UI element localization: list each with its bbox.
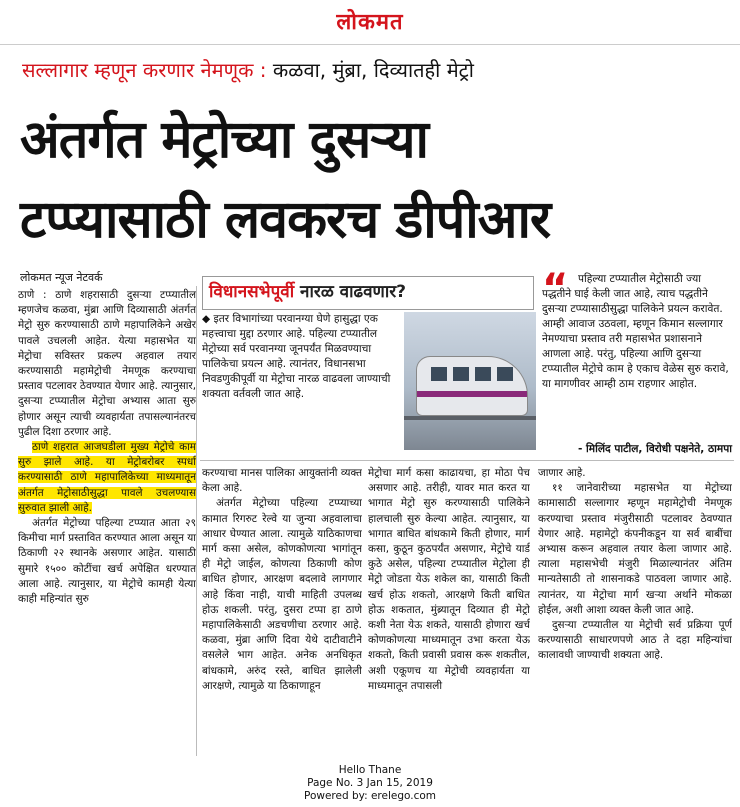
page-footer [0,764,740,803]
column-2 [202,466,362,758]
masthead [0,0,740,45]
kicker-black: कळवा, मुंब्रा, दिव्यातही मेट्रो [272,58,474,82]
subheading-red: विधानसभेपूर्वी [209,282,295,302]
quote-mark-icon: “ [542,266,569,312]
headline-line-1: अंतर्गत मेट्रोच्या दुसऱ्या [20,110,428,170]
lokmat-logo: लोकमत [336,10,404,35]
column-1 [18,288,196,758]
col1-paragraph-3: अंतर्गत मेट्रोच्या पहिल्या टप्प्यात आता २९ किमीचा मार्ग प्रस्तावित करण्यात आला असून या ठिकाणी २२ स्थानके असणार आहेत. यासाठी सुमारे १५०० कोटींचा खर्च अपेक्षित धरण्यात आला आहे. त्यानुसार, या मेट्रोचे कामही येत्या काही महिन्यांत सुरु [18,517,196,606]
rail-track [404,416,536,420]
footer-page-date: Page No. 3 Jan 15, 2019 [307,777,433,789]
col2-paragraph-2: अंतर्गत मेट्रोच्या पहिल्या टप्प्याच्या कामात रिगरुट रेल्वे या जुन्या अहवालाचा आधार घेण्यात आला. त्यामुळे याठिकाणचा मार्ग कसा असेल, कोणकोणत्या भागांतून ही मेट्रो जाईल, कोणत्या ठिकाणी कोण बाधित होणार, आरक्षण बदलावे लागणार आहे किंवा नाही, याची माहिती उपलब्ध होऊ शकली. परंतु, दुसरा टप्पा हा ठाणे महापालिकेसाठी अडचणीचा ठरणार आहे. कळवा, मुंब्रा आणि दिवा येथे दाटीवाटीने वसलेले भाग आहेत. अनेक अनधिकृत बांधकामे, अरुंद रस्ते, बाधित झालेली आरक्षणे, त्यामुळे या ठिकाणाहून [202,497,362,692]
quote-box [542,266,732,472]
col3-paragraph: मेट्रोचा मार्ग कसा काढायचा, हा मोठा पेच असणार आहे. तरीही, यावर मात करत या भागात मेट्रो सुरु करण्यासाठी पालिकेने हालचाली सुरु केल्या आहेत. त्यानुसार, या भागात बाधित बांधकामे किती होणार, मार्ग कसा, कुठून कुठपर्यंत असणार, मेट्रोचे यार्ड कुठे असेल, पहिल्या टप्प्यातील मेट्रोला ही मेट्रो जोडता येऊ शकेल का, यासाठी किती खर्च होऊ शकतो, आरक्षणे किती बाधित होऊ शकतात, मुंब्र्यातून दिव्यात ही मेट्रो कशी नेता येऊ शकते, यासाठी होणारा खर्च कोणकोणत्या माध्यमातून उभा करता येऊ शकतो, किती प्रवासी प्रवास करू शकतील, अशी एकूणच या मेट्रोची व्यवहार्यता या माध्यमातून तपासली [368,467,530,692]
train-stripe [417,391,527,397]
byline: लोकमत न्यूज नेटवर्क [20,271,103,284]
col4-paragraph-1: जाणार आहे. [538,467,586,479]
metro-train-image [416,356,528,416]
column-divider [196,286,197,756]
news-clipping [14,50,734,758]
col2-paragraph-1: करण्याचा मानस पालिका आयुक्तांनी व्यक्त केला आहे. [202,467,362,495]
subheading-black: नारळ वाढवणार? [300,282,407,302]
subheading [203,277,533,304]
train-window [475,367,491,381]
metro-train-photo [404,312,536,450]
quote-attribution: - मिलिंद पाटील, विरोधी पक्षनेते, ठामपा [577,443,732,455]
train-window [431,367,447,381]
footer-edition: Hello Thane [338,764,402,776]
col4-paragraph-3: दुसऱ्या टप्प्यातील या मेट्रोची सर्व प्रक्रिया पूर्ण करण्यासाठी साधारणपणे आठ ते दहा महिन्यांचा कालावधी जाण्याची शक्यता आहे. [538,619,732,662]
train-window [453,367,469,381]
col1-paragraph-1: ठाणे : ठाणे शहरासाठी दुसऱ्या टप्प्यातील म्हणजेच कळवा, मुंब्रा आणि दिव्यासाठी अंतर्गत मेट्रो सुरु करण्यासाठी ठाणे महापालिकेने अखेर पावले उचलली आहेत. येत्या महासभेत या मेट्रोचा सविस्तर प्रकल्प अहवाल तयार करण्यासाठी महामेट्रोची नेमणूक करण्याचा प्रस्ताव पटलावर ठेवण्यात येणार आहे. त्यानुसार, दुसऱ्या टप्प्यातील मेट्रोचा अभ्यास आता सुरु होणार असून त्याची व्यवहार्यता तपासल्यानंतरच पुढील दिशा ठरणार आहे. [18,289,196,438]
section-divider [200,460,734,461]
headline-line-2: टप्प्यासाठी लवकरच डीपीआर [20,190,551,250]
column-4 [538,466,732,758]
col4-paragraph-2: ११ जानेवारीच्या महासभेत या मेट्रोच्या कामासाठी सल्लागार म्हणून महामेट्रोची नेमणूक करण्याचा प्रस्ताव मंजुरीसाठी पटलावर ठेवण्यात येणार आहे. महामेट्रो कंपनीकडून या सर्व बाबींचा अभ्यास करून अहवाल तयार केला जाणार आहे. त्याला महासभेची मंजुरी मिळाल्यानंतर अंतिम मान्यतेसाठी तो शासनाकडे पाठवला जाणार आहे. त्यानंतर, या मेट्रोचा मार्ग खऱ्या अर्थाने मोकळा होईल, अशी आशा व्यक्त केली जात आहे. [538,482,732,616]
train-window [497,367,513,381]
footer-powered-by: Powered by: erelego.com [303,790,437,802]
col1-paragraph-2 [18,440,196,516]
highlighted-text: ठाणे शहरात आजघडीला मुख्य मेट्रोचे काम सुरु झाले आहे. या मेट्रोबरोबर स्पर्धा करण्यासाठी ठाणे महापालिकेच्या माध्यमातून अंतर्गत मेट्रोसाठीसुद्धा पावले उचलण्यास सुरुवात झाली आहे. [18,441,196,514]
subheading-box [202,276,534,310]
kicker-red: सल्लागार म्हणून करणार नेमणूक : [22,58,267,82]
kicker [22,56,474,83]
column-3 [368,466,530,758]
quote-text: पहिल्या टप्प्यातील मेट्रोसाठी ज्या पद्धतीने घाई केली जात आहे, त्याच पद्धतीने दुसऱ्या टप्प्यासाठीसुद्धा पालिकेने प्रयत्न करावेत. आम्ही आवाज उठवला, म्हणून किमान सल्लागार नेमण्याचा प्रस्ताव तरी महासभेत प्रशासनाने आणला आहे. परंतु, पहिल्या आणि दुसऱ्या टप्प्यातील मेट्रोचे काम हे एकाच वेळेस सुरु करावे, या मागणीवर आम्ही ठाम राहणार आहोत. [542,273,729,390]
box-text: ◆ इतर विभागांच्या परवानग्या घेणे हासुद्धा एक महत्त्वाचा मुद्दा ठरणार आहे. पहिल्या टप्प्यातील मेट्रोच्या सर्व परवानग्या जूनपर्यंत मिळवण्याचा पालिकेचा प्रयत्न आहे. त्यानंतर, विधानसभा निवडणुकीपूर्वी या मेट्रोचा नारळ वाढवला जाण्याची शक्यता वर्तवली जात आहे. [202,313,391,400]
